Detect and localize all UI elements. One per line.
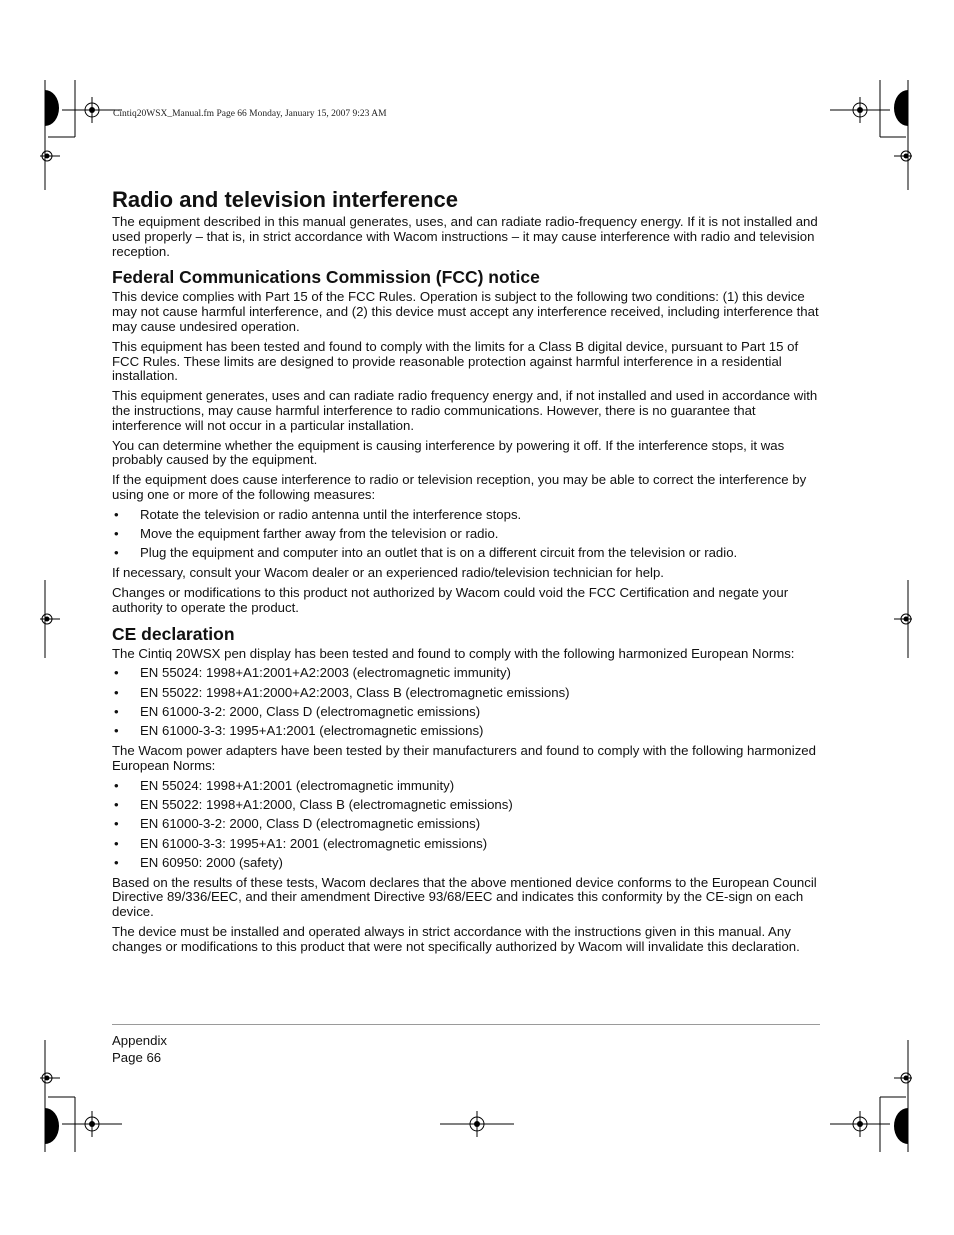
- fcc-measures-list: [112, 508, 820, 561]
- list-item: • EN 61000-3-2: 2000, Class D (electromagnetic emissions): [112, 817, 820, 832]
- page-title: Radio and television interference: [112, 187, 458, 212]
- fcc-heading: Federal Communications Commission (FCC) notice: [112, 267, 540, 288]
- print-slug-header: Cintiq20WSX_Manual.fm Page 66 Monday, January 15, 2007 9:23 AM: [113, 109, 387, 119]
- page-content: [112, 186, 820, 960]
- ce-paragraph: The device must be installed and operated always in strict accordance with the instructions given in this manual. Any changes or modifications to this product that were not specifically authorized by Wacom will invalidate this declaration.: [112, 923, 800, 954]
- list-item: • EN 61000-3-3: 1995+A1:2001 (electromagnetic emissions): [112, 724, 820, 739]
- ce-paragraph: Based on the results of these tests, Wacom declares that the above mentioned device conforms to the European Council Directive 89/336/EEC, and their amendment Directive 93/68/EEC and indicates this conformity by the CE-sign on each device.: [112, 874, 817, 920]
- list-item: • EN 61000-3-2: 2000, Class D (electromagnetic emissions): [112, 705, 820, 720]
- list-item: • EN 55024: 1998+A1:2001+A2:2003 (electromagnetic immunity): [112, 666, 820, 681]
- page-footer: [112, 1032, 167, 1066]
- fcc-paragraph: This equipment has been tested and found to comply with the limits for a Class B digital device, pursuant to Part 15 of FCC Rules. These limits are designed to provide reasonable protection against harmful interference in a residential installation.: [112, 338, 799, 384]
- ce-adapter-norms-list: [112, 779, 820, 871]
- ce-norms-list: [112, 666, 820, 739]
- list-item: • Plug the equipment and computer into an outlet that is on a different circuit from the television or radio.: [112, 546, 820, 561]
- list-item: • EN 55022: 1998+A1:2000+A2:2003, Class B (electromagnetic emissions): [112, 686, 820, 701]
- fcc-paragraph: If necessary, consult your Wacom dealer or an experienced radio/television technician for help.: [112, 565, 664, 581]
- ce-paragraph: The Cintiq 20WSX pen display has been tested and found to comply with the following harmonized European Norms:: [112, 645, 795, 661]
- list-item: • EN 55022: 1998+A1:2000, Class B (electromagnetic emissions): [112, 798, 820, 813]
- fcc-paragraph: If the equipment does cause interference to radio or television reception, you may be able to correct the interference by using one or more of the following measures:: [112, 472, 807, 502]
- ce-heading: CE declaration: [112, 623, 235, 644]
- list-item: • Rotate the television or radio antenna until the interference stops.: [112, 508, 820, 523]
- footer-section: Appendix: [112, 1033, 167, 1048]
- list-item: • EN 60950: 2000 (safety): [112, 856, 820, 871]
- fcc-paragraph: You can determine whether the equipment is causing interference by powering it off. If the interference stops, it was probably caused by the equipment.: [112, 437, 785, 468]
- list-item: • Move the equipment farther away from the television or radio.: [112, 527, 820, 542]
- page-number: Page 66: [112, 1050, 162, 1065]
- list-item: • EN 55024: 1998+A1:2001 (electromagnetic immunity): [112, 779, 820, 794]
- list-item: • EN 61000-3-3: 1995+A1: 2001 (electromagnetic emissions): [112, 837, 820, 852]
- fcc-paragraph: This equipment generates, uses and can radiate radio frequency energy and, if not installed and used in accordance with the instructions, may cause harmful interference to radio communications. However, there is no guarantee that interference will not occur in a particular installation.: [112, 388, 818, 433]
- fcc-paragraph: Changes or modifications to this product not authorized by Wacom could void the FCC Certification and negate your authority to operate the product.: [112, 584, 789, 615]
- intro-paragraph: The equipment described in this manual generates, uses, and can radiate radio-frequency energy. If it is not installed and used properly – that is, in strict accordance with Wacom instructions – it may cause interference with radio and television reception.: [112, 214, 818, 259]
- footer-divider: [112, 1024, 820, 1025]
- fcc-paragraph: This device complies with Part 15 of the FCC Rules. Operation is subject to the following two conditions: (1) this device may not cause harmful interference, and (2) this device must accept any interference received, including interference that may cause undesired operation.: [112, 289, 819, 334]
- ce-paragraph: The Wacom power adapters have been tested by their manufacturers and found to comply with the following harmonized European Norms:: [112, 743, 816, 773]
